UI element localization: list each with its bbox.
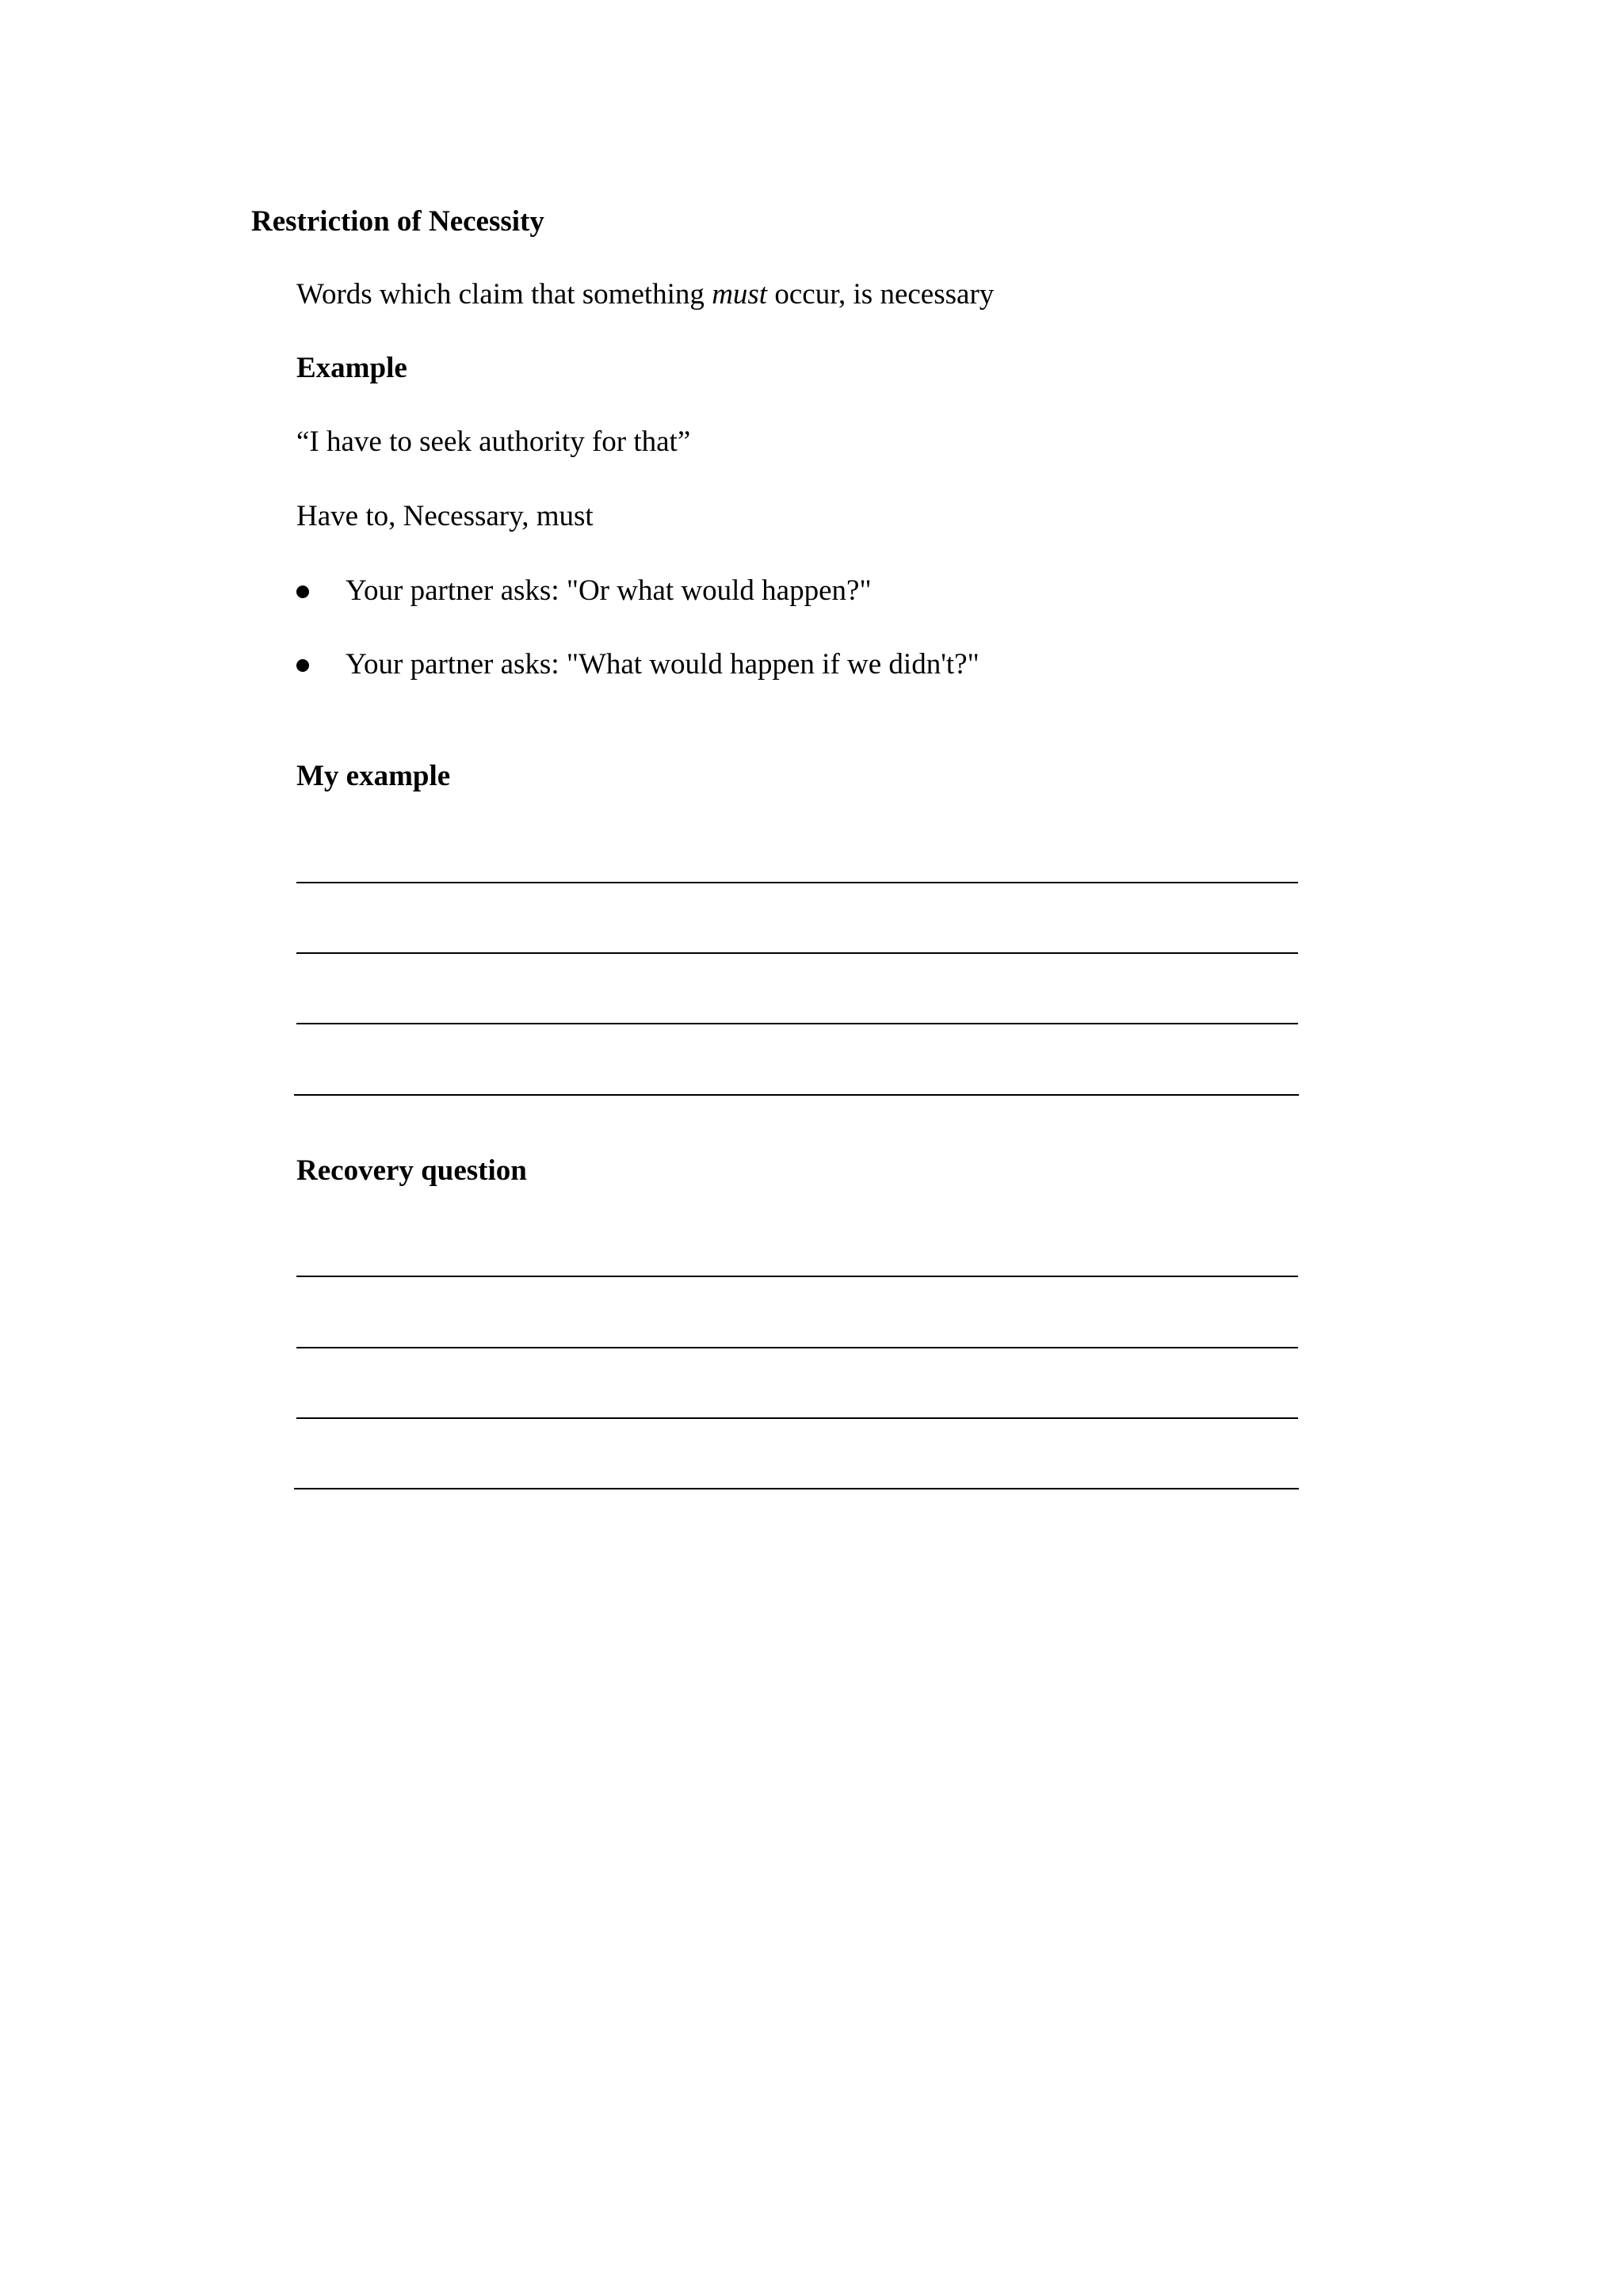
description-line xyxy=(296,277,994,312)
example-heading: Example xyxy=(296,352,407,384)
answer-line[interactable] xyxy=(294,1094,1299,1096)
answer-line[interactable] xyxy=(296,1276,1298,1277)
answer-line[interactable] xyxy=(296,1347,1298,1348)
recovery-question-heading: Recovery question xyxy=(296,1154,527,1187)
bullet-dot-icon xyxy=(296,585,309,598)
answer-line[interactable] xyxy=(296,882,1298,883)
section-title: Restriction of Necessity xyxy=(251,205,544,238)
description-before: Words which claim that something xyxy=(296,278,712,311)
answer-line[interactable] xyxy=(296,1417,1298,1419)
description-after: occur, is necessary xyxy=(767,278,995,311)
answer-line[interactable] xyxy=(296,1023,1298,1024)
bullet-dot-icon xyxy=(296,659,309,672)
bullet-text: Your partner asks: "What would happen if we didn't?" xyxy=(346,648,980,681)
my-example-heading: My example xyxy=(296,760,451,792)
answer-line[interactable] xyxy=(296,952,1298,954)
keywords-line: Have to, Necessary, must xyxy=(296,500,594,532)
example-quote: “I have to seek authority for that” xyxy=(296,425,691,458)
bullet-text: Your partner asks: "Or what would happen?" xyxy=(346,574,872,607)
answer-line[interactable] xyxy=(294,1488,1299,1489)
description-emphasis: must xyxy=(712,278,768,311)
